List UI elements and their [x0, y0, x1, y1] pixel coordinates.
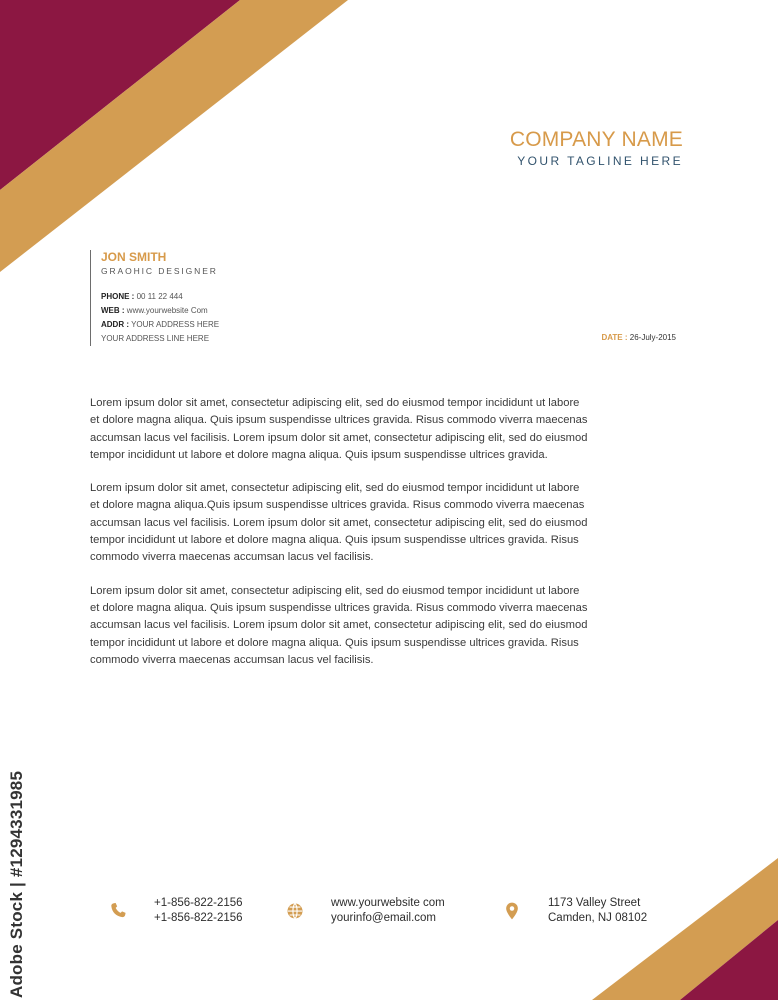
body-paragraph-3 — [90, 583, 687, 669]
body-paragraph-2-line-1: Lorem ipsum dolor sit amet, consectetur adipiscing elit, sed do eiusmod tempor incididunt ut labore — [90, 482, 580, 495]
date-label: DATE : — [601, 333, 628, 342]
company-name: COMPANY NAME — [509, 128, 683, 151]
body-paragraph-1-line-3: accumsan lacus vel facilisis. Lorem ipsum dolor sit amet, consectetur adipiscing elit, sed do eiusmod — [90, 431, 588, 444]
footer-contact-strip — [108, 896, 668, 930]
sender-contact-card — [90, 250, 291, 346]
address-row-2 — [101, 332, 291, 346]
body-paragraph-1-line-2: et dolore magna aliqua. Quis ipsum suspendisse ultrices gravida. Risus commodo viverra maecenas — [90, 414, 588, 427]
company-tagline: YOUR TAGLINE HERE — [517, 154, 683, 168]
phone-row — [101, 290, 291, 304]
footer-address — [548, 896, 647, 926]
body-paragraph-2-line-4: tempor incididunt ut labore et dolore magna aliqua. Quis ipsum suspendisse ultrices gravida. Risus — [90, 534, 579, 547]
footer-phone-1: +1-856-822-2156 — [154, 897, 243, 909]
company-brand — [510, 127, 683, 168]
body-paragraph-2-line-2: et dolore magna aliqua.Quis ipsum suspendisse ultrices gravida. Risus commodo viverra maecenas — [90, 499, 585, 512]
letter-body — [90, 395, 687, 685]
body-paragraph-2 — [90, 480, 687, 566]
body-paragraph-3-line-1: Lorem ipsum dolor sit amet, consectetur adipiscing elit, sed do eiusmod tempor incididunt ut labore — [90, 584, 580, 597]
body-paragraph-3-line-3: accumsan lacus vel facilisis. Lorem ipsum dolor sit amet, consectetur adipiscing elit, sed do eiusmod — [90, 619, 588, 632]
web-label: WEB : — [101, 306, 125, 315]
footer-phone-numbers — [154, 896, 243, 926]
sender-contact-details — [101, 290, 291, 346]
phone-icon — [108, 901, 128, 921]
body-paragraph-1-line-4: tempor incididunt ut labore et dolore magna aliqua. Quis ipsum suspendisse ultrices gravida. — [90, 448, 548, 461]
sender-name: JON SMITH — [101, 250, 167, 264]
date-value: 26-July-2015 — [629, 333, 676, 342]
footer-street: 1173 Valley Street — [548, 897, 641, 909]
address-line-1: YOUR ADDRESS HERE — [131, 320, 220, 329]
footer-web-contact — [331, 896, 445, 926]
web-value: www.yourwebsite Com — [126, 306, 208, 315]
address-line-2: YOUR ADDRESS LINE HERE — [101, 334, 210, 343]
web-row — [101, 304, 291, 318]
footer-phone-2: +1-856-822-2156 — [154, 912, 243, 924]
body-paragraph-1 — [90, 395, 687, 464]
body-paragraph-3-line-4: tempor incididunt ut labore et dolore magna aliqua. Quis ipsum suspendisse ultrices gravida. Risus — [90, 636, 579, 649]
side-stock-watermark: Adobe Stock | #1294331985 — [7, 770, 26, 998]
footer-email[interactable]: yourinfo@email.com — [331, 912, 436, 924]
body-paragraph-3-line-2: et dolore magna aliqua. Quis ipsum suspendisse ultrices gravida. Risus commodo viverra maecenas — [90, 601, 588, 614]
footer-website[interactable]: www.yourwebsite com — [331, 897, 445, 909]
body-paragraph-2-line-5: commodo viverra maecenas accumsan lacus vel facilisis. — [90, 551, 374, 564]
address-row — [101, 318, 291, 332]
phone-value: 00 11 22 444 — [136, 292, 183, 301]
globe-icon — [285, 901, 305, 921]
sender-role: GRAOHIC DESIGNER — [101, 266, 218, 276]
address-label: ADDR : — [101, 320, 129, 329]
phone-label: PHONE : — [101, 292, 135, 301]
location-pin-icon — [502, 901, 522, 921]
footer-city: Camden, NJ 08102 — [548, 912, 648, 924]
body-paragraph-3-line-5: commodo viverra maecenas accumsan lacus vel facilisis. — [90, 653, 374, 666]
letter-date — [601, 333, 676, 342]
body-paragraph-2-line-3: accumsan lacus vel facilisis. Lorem ipsum dolor sit amet, consectetur adipiscing elit, sed do eiusmod — [90, 516, 588, 529]
body-paragraph-1-line-1: Lorem ipsum dolor sit amet, consectetur adipiscing elit, sed do eiusmod tempor incididunt ut labore — [90, 397, 580, 409]
